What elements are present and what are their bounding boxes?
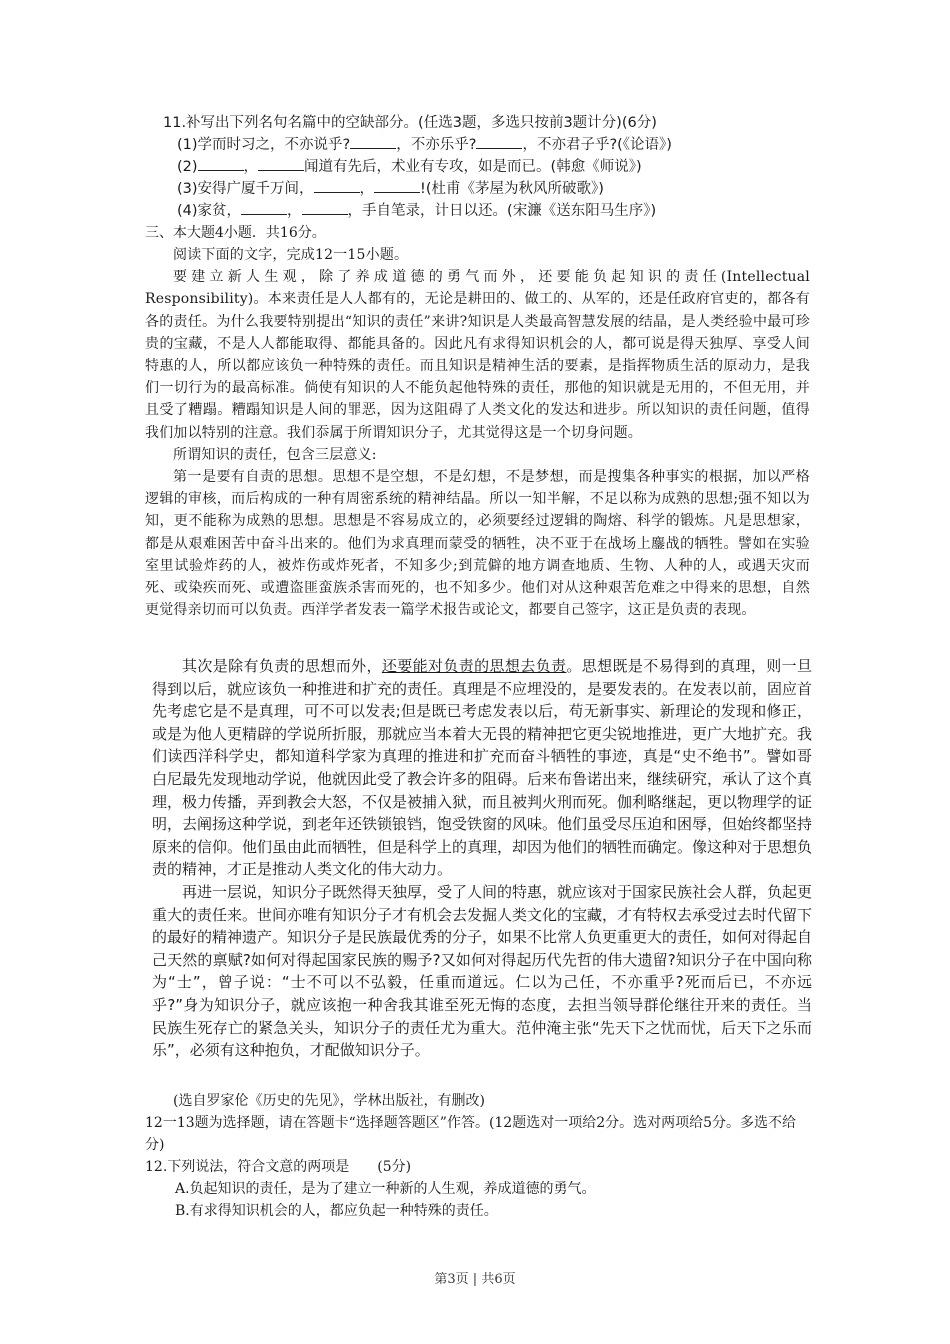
- fill-blank[interactable]: [241, 200, 287, 215]
- q11-title: 11.补写出下列名句名篇中的空缺部分。(任选3题，多选只按前3题计分)(6分): [163, 115, 657, 131]
- section-three: [145, 222, 805, 244]
- paragraph-3: 第一是要有自责的思想。思想不是空想，不是幻想，不是梦想，而是搜集各种事实的根据，加以严格逻辑的审核，而后构成的一种有周密系统的精神结晶。所以一知半解，不足以称为成熟的思想;强不知以为知，更不能称为成熟的思想。思想是不容易成立的，必须要经过逻辑的陶熔、科学的锻炼。凡是思想家，都是从艰难困苦中奋斗出来的。他们为求真理而蒙受的牺牲，决不亚于在战场上鏖战的牺牲。譬如在实验室里试验炸药的人，被炸伤或炸死者，不知多少;到荒僻的地方调查地质、生物、人种的人，或遇天灾而死、或染疾而死、或遭盗匪蛮族杀害而死的，也不知多少。他们对从这种艰苦危难之中得来的思想，自然更觉得亲切而可以负责。西洋学者发表一篇学术报告或论文，都要自己签字，这正是负责的表现。: [145, 469, 810, 619]
- passage-source: (选自罗家伦《历史的先见》，学林出版社，有删改): [173, 1093, 485, 1109]
- fill-blank[interactable]: [258, 156, 304, 171]
- paragraph-1: 要建立新人生观，除了养成道德的勇气而外，还要能负起知识的责任(Intellectual Responsibility)。本来责任是人人都有的，无论是耕田的、做工的、从军的，还是任政府官吏的，都各有各的责任。为什么我要特别提出“知识的责任”来讲?知识是人类最高智慧发展的结晶，是人类经验中最可珍贵的宝藏，不是人人都能取得、都能具备的。因此凡有求得知识机会的人，都可说是得天独厚、享受人间特惠的人，所以都应该负一种特殊的责任。而且知识是精神生活的要素，是指挥物质生活的原动力，是我们一切行为的最高标准。倘使有知识的人不能负起他特殊的责任，那他的知识就是无用的，不但无用，并且受了糟蹋。糟蹋知识是人间的罪恶，因为这阻碍了人类文化的发达和进步。所以知识的责任问题，值得我们加以特别的注意。我们忝属于所谓知识分子，尤其觉得这是一个切身问题。: [145, 269, 810, 441]
- section-heading: 三、本大题4小题．共16分。: [145, 225, 326, 241]
- q11-item-4: (4)家贫， ， ，手自笔录，计日以还。(宋濂《送东阳马生序》): [163, 200, 803, 222]
- passage-part-2: [152, 655, 812, 1062]
- q11-item-3: (3)安得广厦千万间， ， !(杜甫《茅屋为秋风所破歌》): [163, 178, 803, 200]
- questions-block: [145, 1090, 810, 1222]
- paragraph-5: 再进一层说，知识分子既然得天独厚，受了人间的特惠，就应该对于国家民族社会人群，负起更重大的责任来。世间亦唯有知识分子才有机会去发掘人类文化的宝藏，才有特权去承受过去时代留下的最好的精神遗产。知识分子是民族最优秀的分子，如果不比常人负更重更大的责任，如何对得起自己天然的禀赋?如何对得起国家民族的赐予?又如何对得起历代先哲的伟大遗留?知识分子在中国向称为“士”，曾子说：“士不可以不弘毅，任重而道远。仁以为己任，不亦重乎?死而后已，不亦远乎?”身为知识分子，就应该抱一种舍我其谁至死无悔的态度，去担当领导群伦继往开来的责任。当民族生死存亡的紧急关头，知识分子的责任尤为重大。范仲淹主张“先天下之忧而忧，后天下之乐而乐”，必须有这种抱负，才配做知识分子。: [152, 882, 813, 1060]
- question-11: [163, 112, 803, 222]
- choice-note: 12一13题为选择题，请在答题卡“选择题答题区”作答。(12题选对一项给2分。选对两项给5分。多选不给分): [145, 1115, 797, 1153]
- paragraph-2: 所谓知识的责任，包含三层意义:: [173, 446, 377, 463]
- page-footer: 第3页 | 共6页: [434, 1272, 516, 1287]
- passage-part-1: [145, 244, 810, 621]
- fill-blank[interactable]: [374, 178, 420, 193]
- underlined-phrase: 还要能对负责的思想去负责: [381, 657, 567, 675]
- question-12: 12.下列说法，符合文意的两项是 (5分): [145, 1159, 412, 1175]
- fill-blank[interactable]: [314, 178, 360, 193]
- fill-blank[interactable]: [198, 156, 244, 171]
- q11-item-2: (2) ， 闻道有先后，术业有专攻，如是而已。(韩愈《师说》): [163, 156, 803, 178]
- paragraph-4: 其次是除有负责的思想而外，还要能对负责的思想去负责。思想既是不易得到的真理，则一旦得到以后，就应该负一种推进和扩充的责任。真理是不应埋没的，是要发表的。在发表以前，固应首先考虑它是不是真理，可不可以发表;但是既已考虑发表以后，苟无新事实、新理论的发现和修正，或是为他人更精辟的学说所折服，那就应当本着大无畏的精神把它更尖锐地推进，更广大地扩充。我们读西洋科学史，都知道科学家为真理的推进和扩充而奋斗牺牲的事迹，真是“史不绝书”。譬如哥白尼最先发现地动学说，他就因此受了教会许多的阻碍。后来布鲁诺出来，继续研究，承认了这个真理，极力传播，弄到教会大怒，不仅是被捕入狱，而且被判火刑而死。伽利略继起，更以物理学的证明，去阐扬这种学说，到老年还铁锁锒铛，饱受铁窗的风味。他们虽受尽压迫和困辱，但始终都坚持原来的信仰。他们虽由此而牺牲，但是科学上的真理，却因为他们的牺牲而确定。像这种对于思想负责的精神，才正是推动人类文化的伟大动力。: [152, 657, 813, 879]
- fill-blank[interactable]: [302, 200, 348, 215]
- fill-blank[interactable]: [350, 134, 396, 149]
- option-b[interactable]: B.有求得知识机会的人，都应负起一种特殊的责任。: [175, 1203, 498, 1219]
- reading-instruction: 阅读下面的文字，完成12一15小题。: [173, 247, 409, 263]
- option-a[interactable]: A.负起知识的责任，是为了建立一种新的人生观，养成道德的勇气。: [175, 1181, 596, 1197]
- fill-blank[interactable]: [476, 134, 522, 149]
- q11-item-1: (1)学而时习之，不亦说乎? ，不亦乐乎? ，不亦君子乎?(《论语》): [163, 134, 803, 156]
